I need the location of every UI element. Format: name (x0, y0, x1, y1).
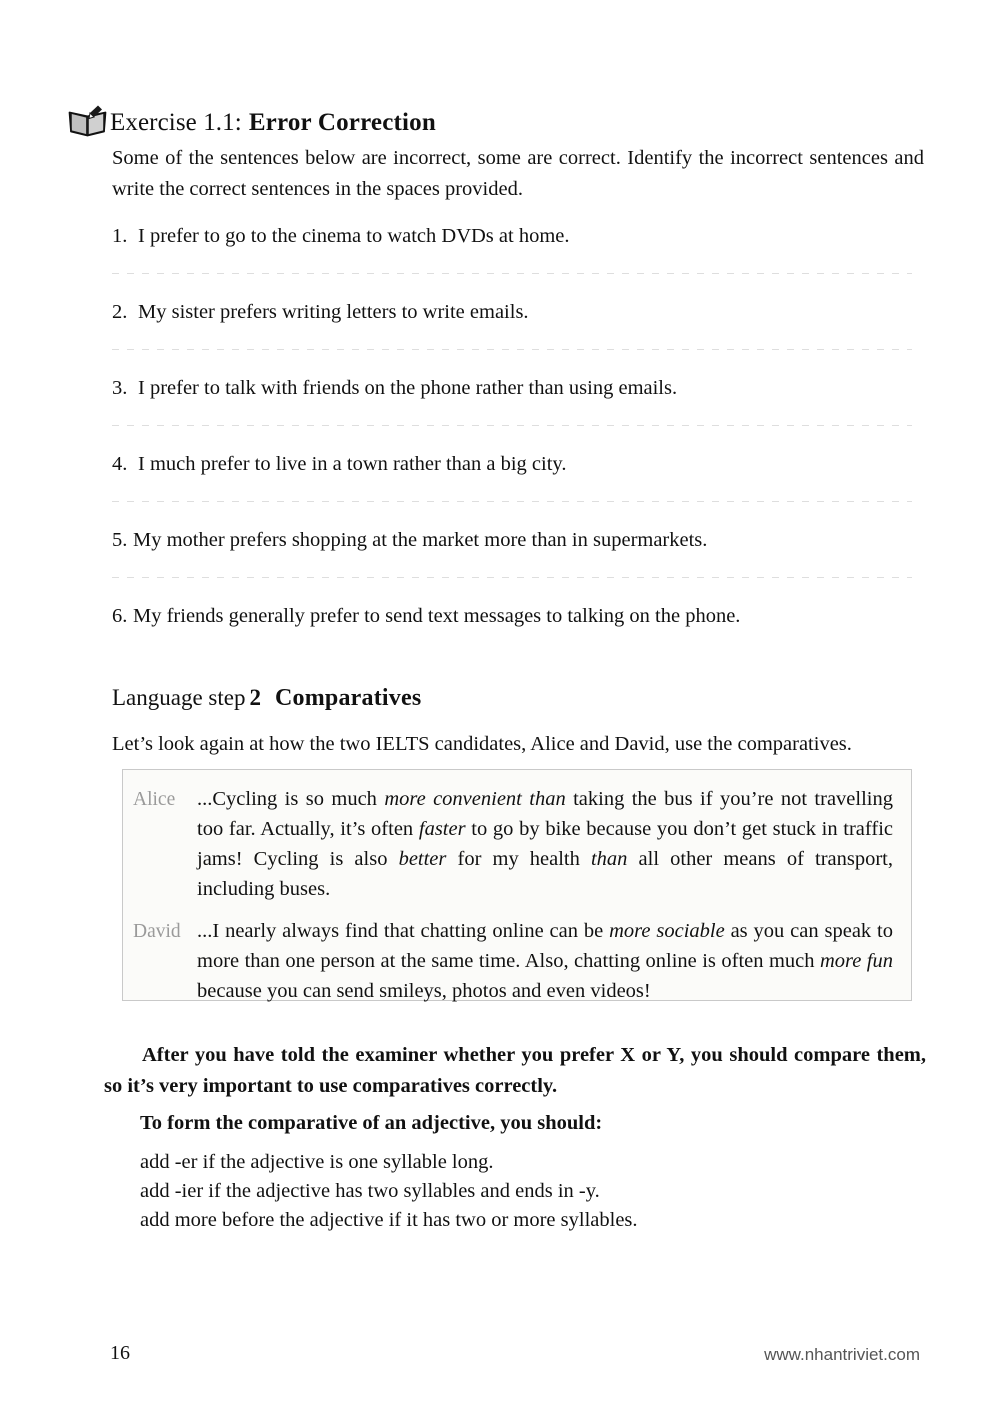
question-item (112, 526, 924, 554)
question-text: I prefer to talk with friends on the phone rather than using emails. (138, 377, 678, 399)
plain-text: to go by bike because you don’t get stuck in traffic jams! Cycling is also (197, 818, 893, 870)
emphasis-text: better (398, 848, 447, 870)
question-number: 4. (112, 453, 128, 475)
spacer (112, 350, 924, 374)
spacer (112, 578, 924, 602)
question-item (112, 374, 924, 402)
question-text: My sister prefers writing letters to write emails. (138, 301, 529, 323)
question-text: I much prefer to live in a town rather than a big city. (138, 453, 567, 475)
speaker-label-alice: Alice (133, 789, 176, 810)
spacer (112, 274, 924, 298)
spacer (112, 478, 924, 501)
spacer (112, 502, 924, 526)
speech-alice (133, 784, 893, 904)
spacer (112, 326, 924, 349)
dialogue-box (122, 769, 912, 1001)
after-paragraph-text: After you have told the examiner whether you prefer X or Y, you should compare them, so it’s very important to use comparatives correctly. (104, 1044, 926, 1097)
spacer (112, 402, 924, 425)
answer-line[interactable] (112, 501, 912, 502)
question-number: 6. (112, 605, 128, 627)
speech-text-alice (197, 784, 893, 904)
answer-line[interactable] (112, 425, 912, 426)
speech-text-david (197, 916, 893, 1006)
rule-item: add -er if the adjective is one syllable long. (140, 1151, 494, 1173)
question-item (112, 450, 924, 478)
question-list (112, 222, 924, 630)
spacer (112, 554, 924, 577)
emphasis-text: more sociable (609, 920, 725, 942)
question-item (112, 298, 924, 326)
question-text: I prefer to go to the cinema to watch DVDs at home. (138, 225, 570, 247)
to-form-line: To form the comparative of an adjective, you should: (140, 1112, 603, 1134)
rule-item: add more before the adjective if it has two or more syllables. (140, 1209, 638, 1231)
emphasis-text: faster (418, 818, 466, 840)
question-number: 3. (112, 377, 128, 399)
language-step-topic: Comparatives (274, 685, 422, 711)
plain-text: ...I nearly always find that chatting online can be (197, 920, 610, 942)
plain-text: as you can speak to more than one person at the same time. Also, chatting online is often much (197, 920, 894, 972)
page-number: 16 (110, 1342, 130, 1364)
rules-list (140, 1148, 638, 1235)
plain-text: ...Cycling is so much (197, 788, 385, 810)
answer-line[interactable] (112, 273, 912, 274)
question-text: My mother prefers shopping at the market more than in supermarkets. (133, 529, 708, 551)
spacer (112, 250, 924, 273)
spacer (112, 426, 924, 450)
emphasis-text: more fun (819, 950, 893, 972)
plain-text: because you can send smileys, photos and even videos! (197, 980, 651, 1002)
exercise-label: Exercise 1.1: (110, 109, 242, 136)
plain-text: for my health (446, 848, 591, 870)
speech-david (133, 916, 893, 1006)
question-number: 5. (112, 529, 128, 551)
question-number: 2. (112, 301, 128, 323)
footer-website[interactable]: www.nhantriviet.com (764, 1345, 920, 1364)
answer-line[interactable] (112, 349, 912, 350)
question-item (112, 222, 924, 250)
question-number: 1. (112, 225, 128, 247)
open-book-pencil-icon (68, 104, 108, 138)
language-step-prefix: Language step (112, 685, 246, 710)
emphasis-text: more convenient than (384, 788, 566, 810)
question-item (112, 602, 924, 630)
after-paragraph (104, 1040, 926, 1102)
emphasis-text: than (590, 848, 628, 870)
exercise-heading (68, 96, 436, 137)
plain-text: taking the bus if you’re not travelling too far. Actually, it’s often (197, 788, 893, 840)
language-step-number: 2 (249, 685, 261, 710)
answer-line[interactable] (112, 577, 912, 578)
plain-text: all other means of transport, including buses. (197, 848, 893, 900)
language-step-intro: Let’s look again at how the two IELTS candidates, Alice and David, use the comparatives. (112, 733, 852, 755)
speaker-label-david: David (133, 921, 181, 942)
exercise-instructions: Some of the sentences below are incorrect, some are correct. Identify the incorrect sentences and write the correct sentences in the spaces provided. (112, 147, 924, 200)
exercise-title: Error Correction (248, 109, 436, 136)
question-text: My friends generally prefer to send text messages to talking on the phone. (133, 605, 741, 627)
language-step-heading (112, 685, 421, 712)
rule-item: add -ier if the adjective has two syllables and ends in -y. (140, 1180, 600, 1202)
